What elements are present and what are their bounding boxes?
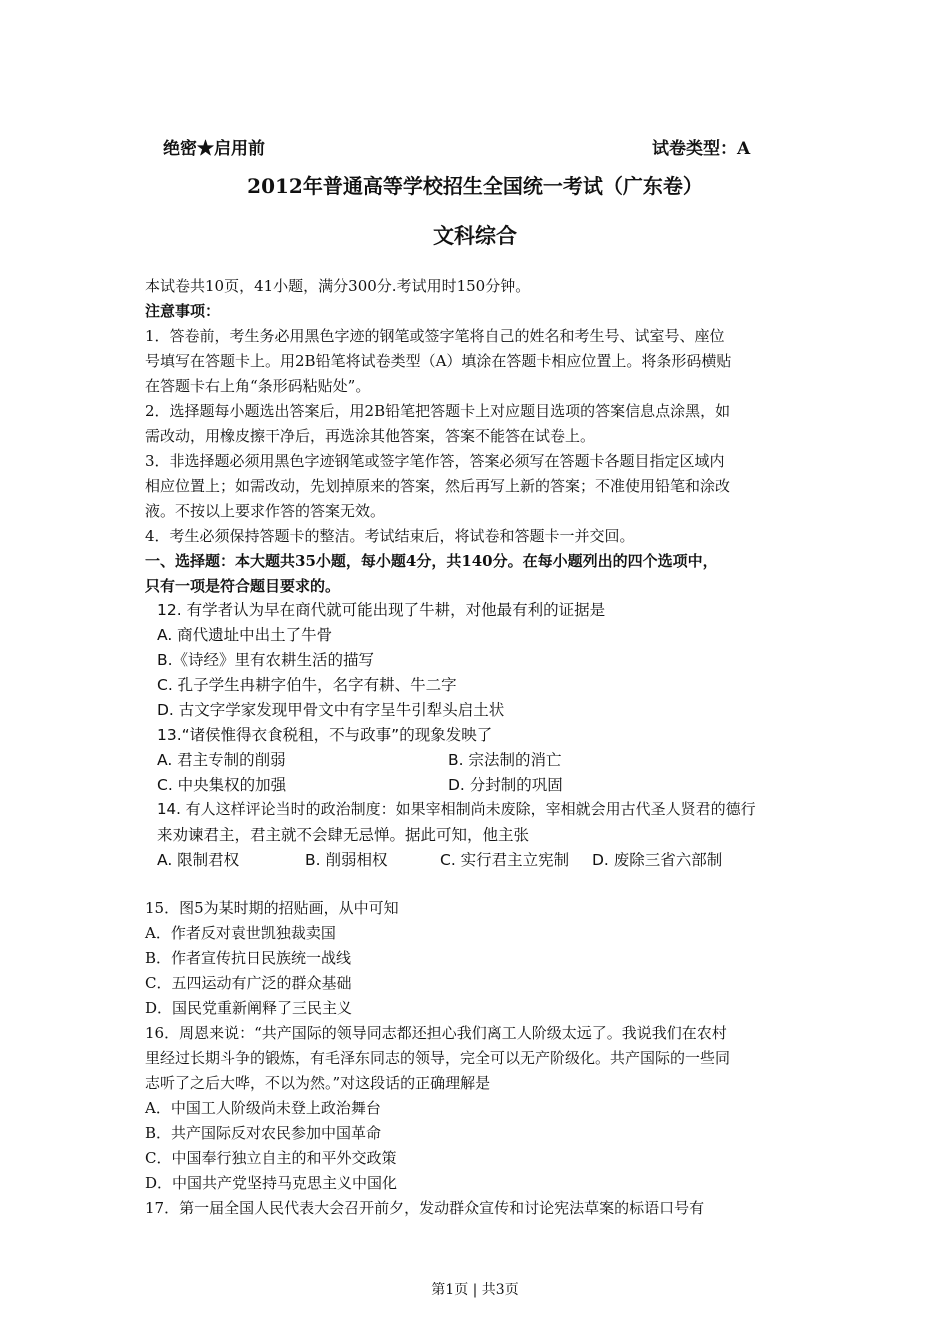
question-12-option: A. 商代遗址中出土了牛骨 xyxy=(157,626,333,644)
question-14-option: C. 实行君主立宪制 xyxy=(440,851,570,869)
section-heading: 一、选择题：本大题共35小题，每小题4分，共140分。在每小题列出的四个选项中， xyxy=(145,552,718,570)
section-heading: 只有一项是符合题目要求的。 xyxy=(145,577,341,595)
confidential-label: 绝密★启用前 xyxy=(163,139,265,159)
notice-line: 1．答卷前，考生务必用黑色字迹的钢笔或签字笔将自己的姓名和考生号、试室号、座位 xyxy=(145,327,725,345)
notice-line: 2．选择题每小题选出答案后，用2B铅笔把答题卡上对应题目选项的答案信息点涂黑，如 xyxy=(145,402,731,420)
question-16-stem: 里经过长期斗争的锻炼，有毛泽东同志的领导，完全可以无产阶级化。共产国际的一些同 xyxy=(145,1049,731,1067)
question-15-option: C．五四运动有广泛的群众基础 xyxy=(145,974,352,992)
question-16-option: B．共产国际反对农民参加中国革命 xyxy=(145,1124,382,1142)
question-17-stem: 17．第一届全国人民代表大会召开前夕，发动群众宣传和讨论宪法草案的标语口号有 xyxy=(145,1199,705,1217)
question-15-stem: 15．图5为某时期的招贴画，从中可知 xyxy=(145,899,399,917)
intro-text: 本试卷共10页，41小题，满分300分.考试用时150分钟。 xyxy=(145,277,531,295)
question-15-option: D．国民党重新阐释了三民主义 xyxy=(145,999,353,1017)
notice-line: 4．考生必须保持答题卡的整洁。考试结束后，将试卷和答题卡一并交回。 xyxy=(145,527,635,545)
question-13-option: A. 君主专制的削弱 xyxy=(157,751,286,769)
question-15-option: B．作者宣传抗日民族统一战线 xyxy=(145,949,352,967)
question-12-option: B.《诗经》里有农耕生活的描写 xyxy=(157,651,375,669)
question-12-option: D. 古文字学家发现甲骨文中有字呈牛引犁头启土状 xyxy=(157,701,505,719)
question-16-option: A．中国工人阶级尚未登上政治舞台 xyxy=(145,1099,381,1117)
notice-line: 相应位置上；如需改动，先划掉原来的答案，然后再写上新的答案；不准使用铅笔和涂改 xyxy=(145,477,731,495)
notice-heading: 注意事项： xyxy=(145,302,221,320)
notice-line: 3．非选择题必须用黑色字迹钢笔或签字笔作答，答案必须写在答题卡各题目指定区域内 xyxy=(145,452,725,470)
question-16-option: D．中国共产党坚持马克思主义中国化 xyxy=(145,1174,398,1192)
question-16-stem: 16．周恩来说：“共产国际的领导同志都还担心我们离工人阶级太远了。我说我们在农村 xyxy=(145,1024,727,1042)
question-12-option: C. 孔子学生冉耕字伯牛，名字有耕、牛二字 xyxy=(157,676,457,694)
exam-title: 2012年普通高等学校招生全国统一考试（广东卷） xyxy=(247,174,703,198)
question-14-stem: 来劝谏君主，君主就不会肆无忌惮。据此可知，他主张 xyxy=(157,826,530,844)
question-16-stem: 志听了之后大哗，不以为然。”对这段话的正确理解是 xyxy=(145,1074,491,1092)
question-13-stem: 13.“诸侯惟得衣食税租，不与政事”的现象发映了 xyxy=(157,726,493,744)
question-14-option: D. 废除三省六部制 xyxy=(592,851,723,869)
question-14-option: A. 限制君权 xyxy=(157,851,240,869)
question-13-option: C. 中央集权的加强 xyxy=(157,776,287,794)
question-14-stem: 14. 有人这样评论当时的政治制度：如果宰相制尚未废除，宰相就会用古代圣人贤君的德行 xyxy=(157,800,756,818)
question-14-option: B. 削弱相权 xyxy=(305,851,388,869)
page-footer: 第1页 | 共3页 xyxy=(431,1282,519,1298)
question-15-option: A．作者反对袁世凯独裁卖国 xyxy=(145,924,336,942)
paper-type-label: 试卷类型：A xyxy=(652,139,751,159)
notice-line: 需改动，用橡皮擦干净后，再选涂其他答案，答案不能答在试卷上。 xyxy=(145,427,596,445)
question-13-option: B. 宗法制的消亡 xyxy=(448,751,562,769)
question-16-option: C．中国奉行独立自主的和平外交政策 xyxy=(145,1149,397,1167)
question-13-option: D. 分封制的巩固 xyxy=(448,776,563,794)
question-12-stem: 12. 有学者认为早在商代就可能出现了牛耕，对他最有利的证据是 xyxy=(157,601,606,619)
exam-subtitle: 文科综合 xyxy=(433,224,517,248)
notice-line: 在答题卡右上角“条形码粘贴处”。 xyxy=(145,377,371,395)
notice-line: 号填写在答题卡上。用2B铅笔将试卷类型（A）填涂在答题卡相应位置上。将条形码横贴 xyxy=(145,352,732,370)
notice-line: 液。不按以上要求作答的答案无效。 xyxy=(145,502,386,520)
